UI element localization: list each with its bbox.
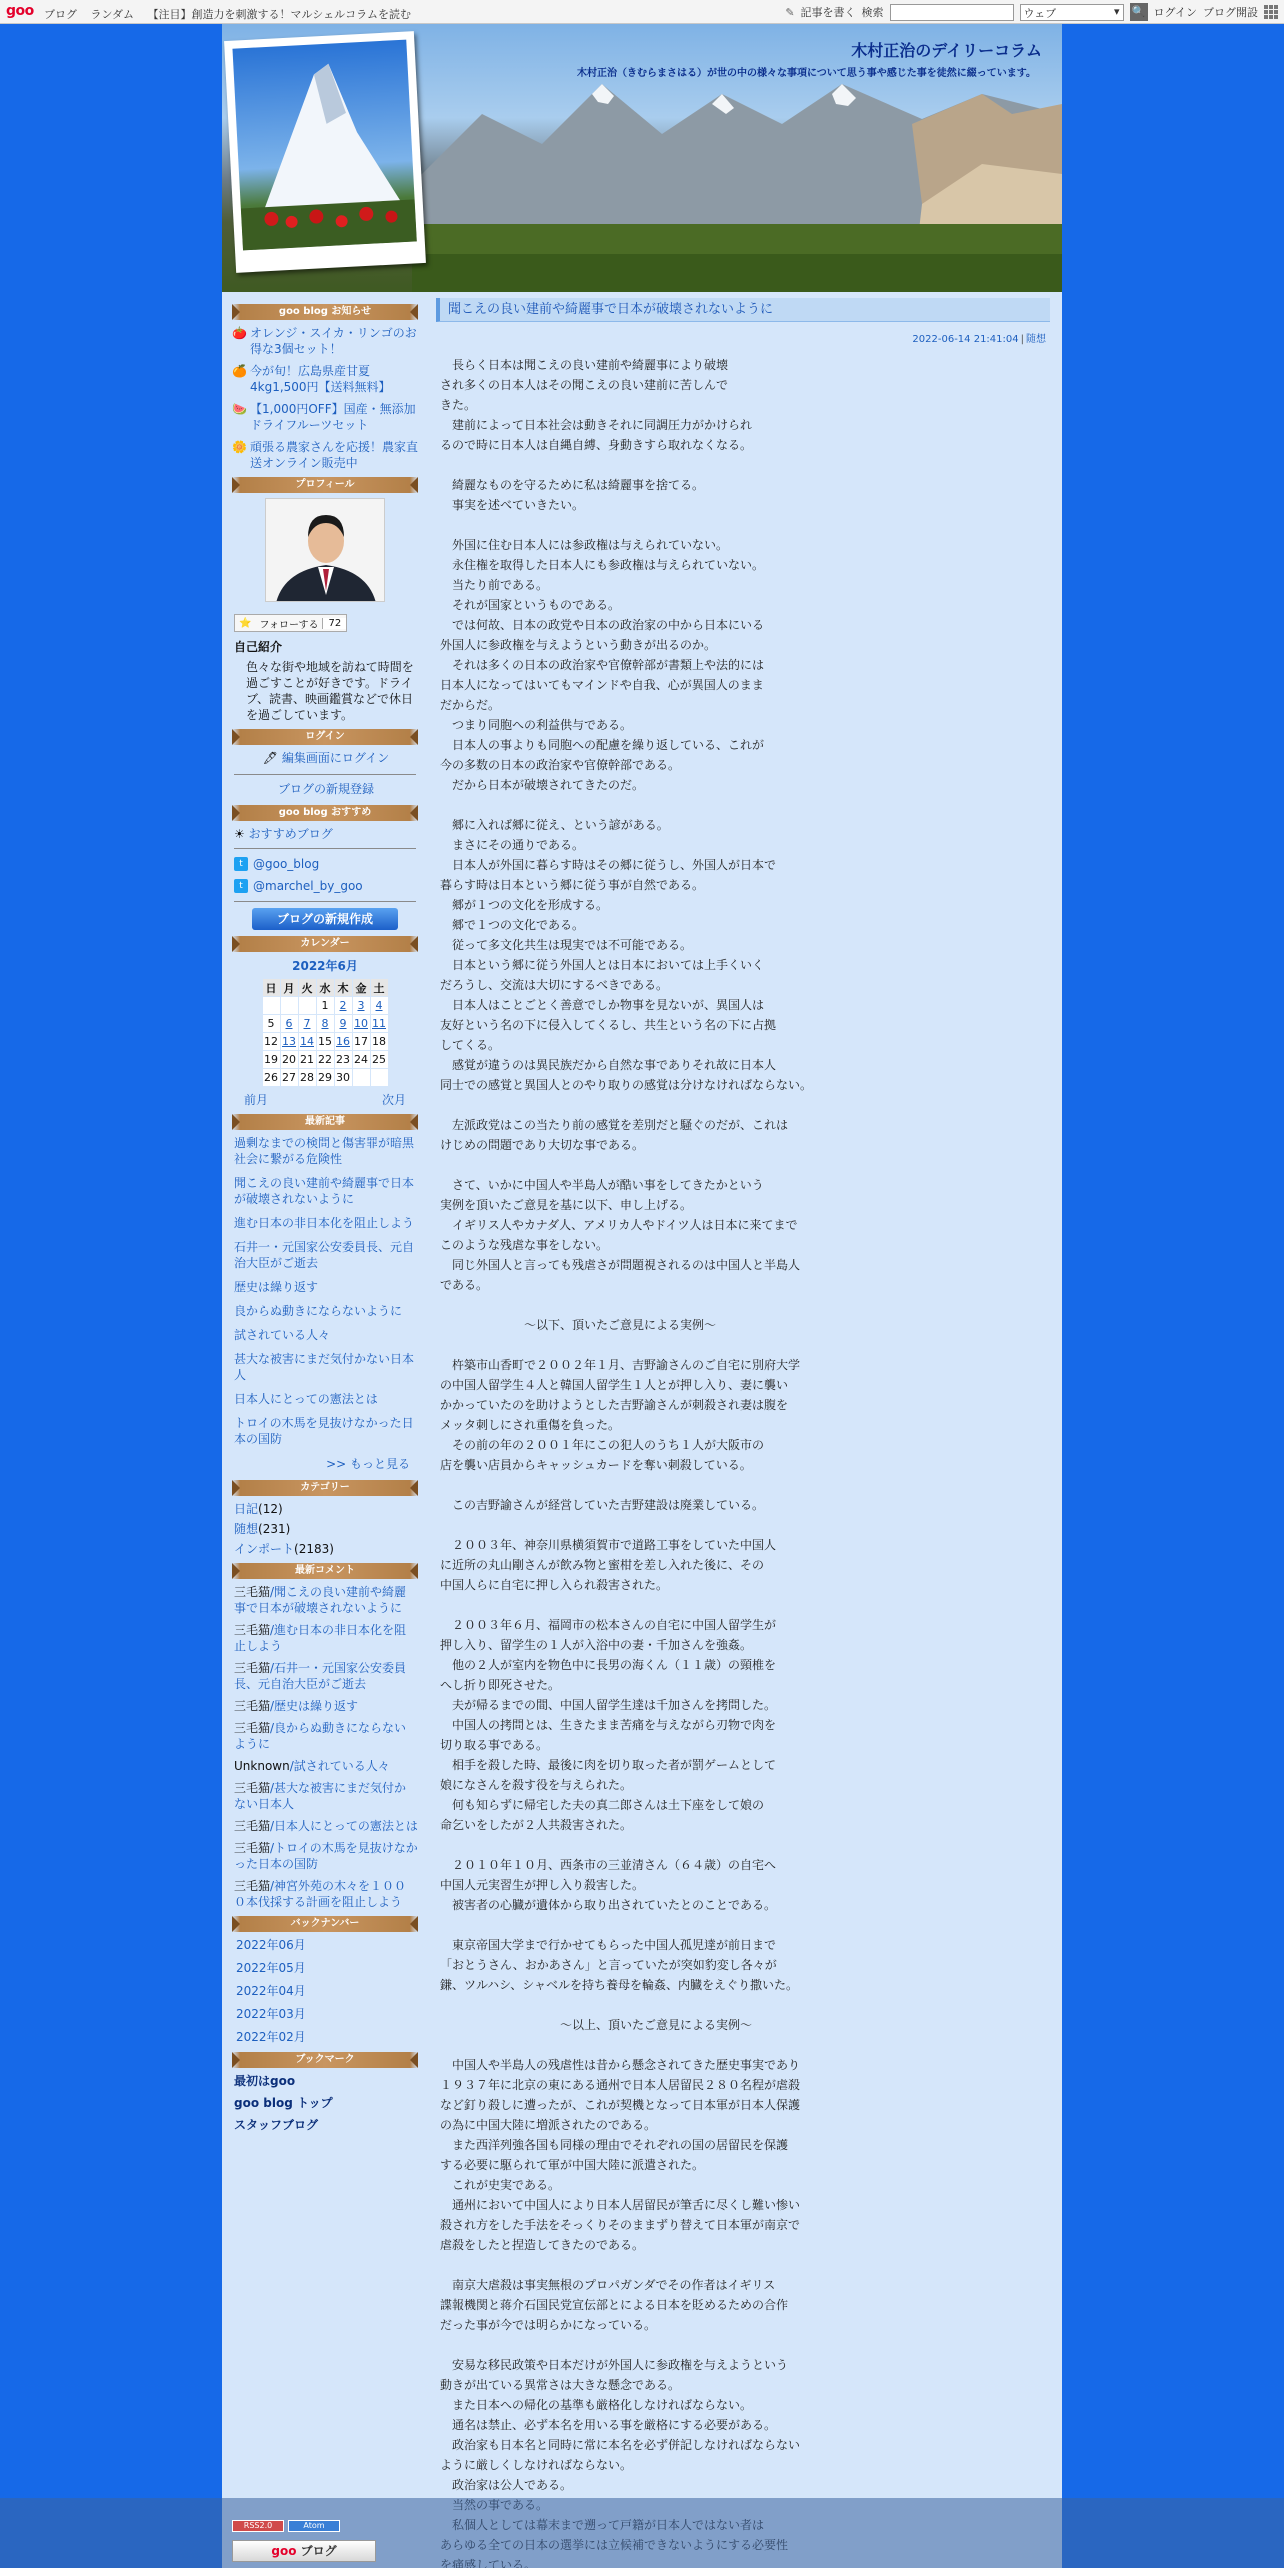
recent-article-link[interactable]: 試されている人々 xyxy=(234,1328,331,1342)
calendar-day: 28 xyxy=(300,1071,314,1084)
calendar-prev-link[interactable]: 前月 xyxy=(244,1093,269,1107)
recent-article-link[interactable]: 歴史は繰り返す xyxy=(234,1280,319,1294)
bookmark-link[interactable]: スタッフブログ xyxy=(234,2118,319,2132)
calendar-week xyxy=(263,1051,388,1068)
goo-logo[interactable]: goo xyxy=(6,3,34,19)
promo-item[interactable] xyxy=(232,439,418,471)
comment-item xyxy=(234,1622,418,1654)
comment-article-link[interactable]: /聞こえの良い建前や綺麗事で日本が破壊されないように xyxy=(234,1585,407,1615)
calendar-day[interactable]: 9 xyxy=(335,1015,352,1032)
twitter-icon: t xyxy=(234,879,248,893)
category-item xyxy=(234,1521,418,1537)
entry-meta xyxy=(436,330,1046,345)
intro-text: 色々な街や地域を訪ねて時間を過ごすことが好きです。ドライブ、読書、映画鑑賞などで休日を過ごしています。 xyxy=(246,660,414,722)
follow-label: フォローする xyxy=(259,619,319,631)
divider xyxy=(234,848,416,849)
notice-heading: goo blog お知らせ xyxy=(232,304,418,320)
pencil-icon: ✎ xyxy=(785,5,795,19)
calendar-day: 25 xyxy=(372,1053,386,1066)
bookmark-heading: ブックマーク xyxy=(232,2052,418,2068)
backnumber-link[interactable]: 2022年06月 xyxy=(236,1938,306,1952)
rss-badge[interactable]: RSS2.0 xyxy=(232,2520,284,2532)
backnumber-link[interactable]: 2022年02月 xyxy=(236,2030,306,2044)
calendar-week xyxy=(263,1015,388,1032)
calendar-month-title[interactable]: 2022年6月 xyxy=(292,959,358,973)
promo-item[interactable] xyxy=(232,401,418,433)
category-list xyxy=(232,1501,418,1557)
apps-grid-icon[interactable] xyxy=(1264,5,1278,19)
category-link[interactable]: 随想 xyxy=(234,1522,259,1536)
comment-article-link[interactable]: /トロイの木馬を見抜けなかった日本の国防 xyxy=(234,1841,418,1871)
follow-star-icon: ⭐ xyxy=(239,617,252,629)
calendar-heading: カレンダー xyxy=(232,936,418,952)
more-link[interactable]: >> もっと見る xyxy=(326,1457,410,1471)
profile-avatar xyxy=(265,498,385,602)
promo-text: オレンジ・スイカ・リンゴのお得な3個セット！ xyxy=(250,326,417,356)
comment-article-link[interactable]: /日本人にとっての憲法とは xyxy=(270,1819,418,1833)
comment-author: 三毛猫 xyxy=(234,1721,271,1735)
calendar-weekday: 月 xyxy=(281,979,298,996)
goo-blog-footer-logo[interactable]: goo ブログ xyxy=(232,2540,376,2562)
calendar-day[interactable]: 3 xyxy=(353,997,370,1014)
category-count: (2183) xyxy=(294,1542,334,1556)
calendar-day: 12 xyxy=(264,1035,278,1048)
recent-article-link[interactable]: 日本人にとっての憲法とは xyxy=(234,1392,378,1406)
header-photo xyxy=(224,31,426,273)
calendar-day: 21 xyxy=(300,1053,314,1066)
entry-paragraph: 杵築市山香町で２００２年１月、吉野諭さんのご自宅に別府大学 の中国人留学生４人と韓国人留学生１人とが押し入り、妻に襲い かかっていたのを助けようとした吉野諭さんが刺殺され妻は腹を メッタ刺しにされ重傷を負った。 その前の年の２００１年にこの犯人のうち１人が大阪市の 店を襲い店員からキャッシュカードを奪い刺殺している。 xyxy=(440,1358,801,1472)
comment-author: 三毛猫 xyxy=(234,1781,271,1795)
calendar-day: 24 xyxy=(354,1053,368,1066)
category-link[interactable]: インポート xyxy=(234,1542,295,1556)
recent-heading: 最新記事 xyxy=(232,1114,418,1130)
bookmark-link[interactable]: 最初はgoo xyxy=(234,2074,296,2088)
promo-item[interactable] xyxy=(232,325,418,357)
recent-article-link[interactable]: 石井一・元国家公安委員長、元自治大臣がご逝去 xyxy=(234,1240,415,1270)
entry-paragraph: 綺麗なものを守るために私は綺麗事を捨てる。 事実を述べていきたい。 xyxy=(452,478,705,512)
comment-item xyxy=(234,1660,418,1692)
entry-title[interactable]: 聞こえの良い建前や綺麗事で日本が破壊されないように xyxy=(436,298,1050,322)
feed-badges xyxy=(232,2520,340,2532)
fruit-icon: 🍊 xyxy=(232,364,247,378)
calendar-week xyxy=(263,1033,388,1050)
comment-list xyxy=(232,1584,418,1910)
entry-paragraph: 長らく日本は聞こえの良い建前や綺麗事により破壊 され多くの日本人はその聞こえの良い建前に苦しんで きた。 建前によって日本社会は動きそれに同調圧力がかけられ るので時に日本人は自縄自縛、身動きすら取れなくなる。 xyxy=(440,358,753,452)
twitter-link-goo-blog[interactable]: t @goo_blog xyxy=(234,857,418,871)
recent-article-link[interactable]: 良からぬ動きにならないように xyxy=(234,1304,403,1318)
calendar-week xyxy=(263,997,388,1014)
new-blog-button[interactable]: ブログの新規作成 xyxy=(252,908,398,930)
blog-description: 木村正治（きむらまさはる）が世の中の様々な事項について思う事や感じた事を徒然に綴っています。 xyxy=(577,68,1036,79)
comment-item xyxy=(234,1878,418,1910)
comment-article-link[interactable]: /甚大な被害にまだ気付かない日本人 xyxy=(234,1781,407,1811)
recent-article-link[interactable]: 過剰なまでの検問と傷害罪が暗黒社会に繋がる危険性 xyxy=(234,1136,415,1166)
entry-body xyxy=(436,355,1050,2568)
entry-paragraph: 中国人や半島人の残虐性は昔から懸念されてきた歴史事実であり １９３７年に北京の東にある通州で日本人居留民２８０名程が虐殺 など釘り殺しに遭ったが、これが契機となって日本軍が日本人保護 の為に中国大陸に増派されたのである。 また西洋列強各国も同様の理由でそれぞれの国の居留民を保護 する必要に駆られて軍が中国大陸に派遣された。 これが史実である。 通州において中国人により日本人居留民が筆舌に尽くし難い惨い 殺され方をした手法をそっくりそのままずり替えて日本軍が南京で 虐殺をしたと捏造してきたのである。 xyxy=(440,2058,801,2252)
entry-paragraph: 郷に入れば郷に従え、という諺がある。 まさにその通りである。 日本人が外国に暮らす時はその郷に従うし、外国人が日本で 暮らす時は日本という郷に従う事が自然である。 郷が１つの文化を形成する。 郷で１つの文化である。 従って多文化共生は現実では不可能である。 日本という郷に従う外国人とは日本においては上手くいく だろうし、交流は大切にするべきである。 日本人はことごとく善意でしか物事を見ないが、異国人は 友好という名の下に侵入してくるし、共生という名の下に占拠 してくる。 感覚が違うのは異民族だから自然な事でありそれ故に日本人 同士での感覚と異国人とのやり取りの感覚は分けなければならない。 xyxy=(440,818,813,1092)
bookmark-link[interactable]: goo blog トップ xyxy=(234,2096,333,2110)
entry-paragraph: 左派政党はこの当たり前の感覚を差別だと騒ぐのだが、これは けじめの問題であり大切な事である。 xyxy=(440,1118,789,1152)
comment-article-link[interactable]: /神宮外苑の木々を１０００本伐採する計画を阻止しよう xyxy=(234,1879,407,1909)
entry-paragraph: ２００３年、神奈川県横須賀市で道路工事をしていた中国人 に近所の丸山剛さんが飲み物と蜜柑を差し入れた後に、その 中国人らに自宅に押し入られ殺害された。 xyxy=(440,1538,777,1592)
atom-badge[interactable]: Atom xyxy=(288,2520,340,2532)
entry-paragraph: ～以上、頂いたご意見による実例～ xyxy=(440,2018,753,2032)
meta-separator: | xyxy=(1020,334,1024,345)
pen-icon: 🖋 xyxy=(262,751,282,765)
profile-heading: プロフィール xyxy=(232,477,418,493)
backnumber-list xyxy=(232,1937,418,2045)
comment-author: 三毛猫 xyxy=(234,1841,271,1855)
open-blog-link[interactable]: ブログ開設 xyxy=(1203,6,1258,19)
backnumber-link[interactable]: 2022年03月 xyxy=(236,2007,306,2021)
write-article-link[interactable]: 記事を書く xyxy=(800,6,856,19)
entry-paragraph: ２０１０年１０月、西条市の三並清さん（６４歳）の自宅へ 中国人元実習生が押し入り殺害した。 被害者の心臓が遺体から取り出されていたとのことである。 xyxy=(440,1858,777,1912)
calendar-day[interactable]: 2 xyxy=(335,997,352,1014)
entry-paragraph: 東京帝国大学まで行かせてもらった中国人孤児達が前日まで 「おとうさん、おかあさん」と言っていたが突如豹変し各々が 鎌、ツルハシ、シャベルを持ち養母を輪姦、内臓をえぐり撒いた。 xyxy=(440,1938,798,1992)
recent-article-link[interactable]: トロイの木馬を見抜けなかった日本の国防 xyxy=(234,1416,414,1446)
comment-item xyxy=(234,1698,418,1714)
calendar-day: 20 xyxy=(282,1053,296,1066)
footer-overlay xyxy=(0,2498,1284,2568)
toolbar-right xyxy=(785,3,1278,21)
category-heading: カテゴリー xyxy=(232,1480,418,1496)
calendar-day[interactable]: 11 xyxy=(372,1017,386,1030)
search-input[interactable] xyxy=(890,4,1014,21)
login-heading: ログイン xyxy=(232,729,418,745)
entry-paragraph: この吉野諭さんが経営していた吉野建設は廃業している。 xyxy=(440,1498,765,1512)
calendar-empty-cell xyxy=(281,997,298,1014)
global-toolbar xyxy=(0,0,1284,24)
blog-header xyxy=(222,24,1062,292)
comment-item xyxy=(234,1780,418,1812)
calendar-day[interactable]: 6 xyxy=(281,1015,298,1032)
recent-list xyxy=(232,1135,418,1447)
calendar-day: 15 xyxy=(318,1035,332,1048)
tomato-icon: 🍅 xyxy=(232,326,247,340)
follow-button[interactable] xyxy=(234,614,347,632)
search-label: 検索 xyxy=(861,6,884,19)
entry-paragraph: ～以下、頂いたご意見による実例～ xyxy=(440,1318,717,1332)
comment-article-link[interactable]: /石井一・元国家公安委員長、元自治大臣がご逝去 xyxy=(234,1661,407,1691)
entry-paragraph: 外国に住む日本人には参政権は与えられていない。 永住権を取得した日本人にも参政権は与えられていない。 当たり前である。 それが国家というものである。 では何故、日本の政党や日本の政治家の中から日本にいる 外国人に参政権を与えようという動きが出るのか。 それは多くの日本の政治家や官僚幹部が書類上や法的には 日本人になってはいてもマインドや自我、心が異国人のまま だからだ。 つまり同胞への利益供与である。 日本人の事よりも同胞への配慮を繰り返している、これが 今の多数の日本の政治家や官僚幹部である。 だから日本が破壊されてきたのだ。 xyxy=(440,538,765,792)
category-count: (12) xyxy=(258,1502,283,1516)
divider xyxy=(234,774,416,775)
nav-random-link[interactable]: ランダム xyxy=(90,8,135,21)
comments-heading: 最新コメント xyxy=(232,1563,418,1579)
calendar-table xyxy=(262,978,389,1087)
calendar-day[interactable]: 13 xyxy=(282,1035,296,1048)
calendar-day: 1 xyxy=(317,997,334,1014)
calendar-day: 29 xyxy=(318,1071,332,1084)
comment-author: Unknown xyxy=(234,1759,290,1773)
sidebar xyxy=(232,298,418,2139)
entry-category[interactable]: 随想 xyxy=(1026,334,1046,345)
follow-count: 72 xyxy=(322,618,346,629)
promo-text: 頑張る農家さんを応援！農家直送オンライン販売中 xyxy=(250,440,419,470)
search-scope-select[interactable]: ウェブ ▾ xyxy=(1020,4,1124,21)
comment-author: 三毛猫 xyxy=(234,1661,271,1675)
comment-author: 三毛猫 xyxy=(234,1623,271,1637)
backnumber-heading: バックナンバー xyxy=(232,1916,418,1932)
promo-list xyxy=(232,325,418,471)
comment-article-link[interactable]: /歴史は繰り返す xyxy=(270,1699,359,1713)
backnumber-link[interactable]: 2022年05月 xyxy=(236,1961,306,1975)
calendar-day[interactable]: 10 xyxy=(354,1017,368,1030)
calendar-day: 17 xyxy=(354,1035,368,1048)
calendar-weekday: 日 xyxy=(263,979,280,996)
nav-blog-link[interactable]: ブログ xyxy=(44,8,77,21)
comment-article-link[interactable]: /進む日本の非日本化を阻止しよう xyxy=(234,1623,407,1653)
global-nav xyxy=(44,6,421,22)
calendar-empty-cell xyxy=(353,1069,370,1086)
blog-title[interactable]: 木村正治のデイリーコラム xyxy=(851,41,1042,60)
comment-item xyxy=(234,1584,418,1616)
backnumber-link[interactable]: 2022年04月 xyxy=(236,1984,306,1998)
comment-item xyxy=(234,1840,418,1872)
calendar-day[interactable]: 8 xyxy=(317,1015,334,1032)
entry-paragraph: ２００３年６月、福岡市の松本さんの自宅に中国人留学生が 押し入り、留学生の１人が入浴中の妻・千加さんを強姦。 他の２人が室内を物色中に長男の海くん（１１歳）の頸椎を へし折り即死させた。 夫が帰るまでの間、中国人留学生達は千加さんを拷問した。 中国人の拷問とは、生きたまま苦痛を与えながら刃物で肉を 切り取る事である。 相手を殺した時、最後に肉を切り取った者が罰ゲームとして 娘になさんを殺す役を与えられた。 何も知らずに帰宅した夫の真二郎さんは土下座をして娘の 命乞いをしたが２人共殺害された。 xyxy=(440,1618,777,1832)
calendar-day: 30 xyxy=(336,1071,350,1084)
comment-item xyxy=(234,1818,418,1834)
entry-paragraph: 南京大虐殺は事実無根のプロパガンダでその作者はイギリス 諜報機関と蒋介石国民党宣伝部とによる日本を貶めるための合作 だった事が今では明らかになっている。 xyxy=(440,2278,789,2332)
watermelon-icon: 🍉 xyxy=(232,402,247,416)
entry-paragraph: 安易な移民政策や日本だけが外国人に参政権を与えようという 動きが出ている異常さは大きな懸念である。 また日本への帰化の基準も厳格化しなければならない。 通名は禁止、必ず本名を用いる事を厳格にする必要がある。 政治家も日本名と同時に常に本名を必ず併記しなければならない ように厳しくしなければならない。 政治家は公人である。 xyxy=(440,2358,801,2492)
twitter-icon: t xyxy=(234,857,248,871)
calendar-day[interactable]: 14 xyxy=(300,1035,314,1048)
recommend-link[interactable]: ☀ おすすめブログ xyxy=(234,827,333,841)
calendar-weekday: 水 xyxy=(317,979,334,996)
login-link[interactable]: ログイン xyxy=(1153,6,1197,19)
search-icon: 🔍 xyxy=(1131,5,1146,18)
comment-article-link[interactable]: /良からぬ動きにならないように xyxy=(234,1721,407,1751)
calendar-empty-cell xyxy=(263,997,280,1014)
sun-icon: ☀ xyxy=(234,827,249,841)
calendar-weekday: 木 xyxy=(335,979,352,996)
search-button[interactable] xyxy=(1130,3,1148,21)
recent-article-link[interactable]: 甚大な被害にまだ気付かない日本人 xyxy=(234,1352,415,1382)
comment-author: 三毛猫 xyxy=(234,1819,271,1833)
calendar-weekday: 土 xyxy=(371,979,388,996)
comment-item xyxy=(234,1720,418,1752)
category-item xyxy=(234,1541,418,1557)
category-link[interactable]: 日記 xyxy=(234,1502,259,1516)
divider xyxy=(234,901,416,902)
new-register-link[interactable]: ブログの新規登録 xyxy=(277,782,374,796)
comment-author: 三毛猫 xyxy=(234,1879,271,1893)
category-count: (231) xyxy=(258,1522,291,1536)
twitter-link-marchel[interactable]: t @marchel_by_goo xyxy=(234,879,418,893)
entry-paragraph: さて、いかに中国人や半島人が酷い事をしてきたかという 実例を頂いたご意見を基に以下、申し上げる。 イギリス人やカナダ人、アメリカ人やドイツ人は日本に来てまで このような残虐な事をしない。 同じ外国人と言っても残虐さが問題視されるのは中国人と半島人 である。 xyxy=(440,1178,801,1292)
calendar-day[interactable]: 7 xyxy=(299,1015,316,1032)
recommend-heading: goo blog おすすめ xyxy=(232,805,418,821)
edit-login-link[interactable]: 🖋 編集画面にログイン xyxy=(262,751,390,765)
calendar-day: 27 xyxy=(282,1071,296,1084)
category-item xyxy=(234,1501,418,1517)
recent-article-link[interactable]: 聞こえの良い建前や綺麗事で日本が破壊されないように xyxy=(234,1176,415,1206)
calendar-day[interactable]: 16 xyxy=(336,1035,350,1048)
calendar-empty-cell xyxy=(299,997,316,1014)
recent-article-link[interactable]: 進む日本の非日本化を阻止しよう xyxy=(234,1216,415,1230)
calendar-next-link[interactable]: 次月 xyxy=(381,1093,406,1107)
blog-page xyxy=(222,24,1062,2568)
main-content xyxy=(436,298,1050,2568)
flower-icon: 🌼 xyxy=(232,440,247,454)
calendar-weekday: 火 xyxy=(299,979,316,996)
promo-text: 【1,000円OFF】国産・無添加ドライフルーツセット xyxy=(250,402,416,432)
promo-text: 今が旬！広島県産甘夏4kg1,500円【送料無料】 xyxy=(250,364,391,394)
comment-article-link[interactable]: /試されている人々 xyxy=(289,1759,390,1773)
calendar-week xyxy=(263,1069,388,1086)
calendar-day: 18 xyxy=(372,1035,386,1048)
calendar-day: 22 xyxy=(318,1053,332,1066)
entry-date[interactable]: 2022-06-14 21:41:04 xyxy=(912,334,1019,345)
calendar-day: 5 xyxy=(263,1015,280,1032)
calendar-empty-cell xyxy=(371,1069,388,1086)
nav-featured-link[interactable]: 【注目】創造力を刺激する！マルシェルコラムを読む xyxy=(147,8,411,21)
promo-item[interactable] xyxy=(232,363,418,395)
bookmark-list xyxy=(232,2073,418,2133)
calendar-day: 19 xyxy=(264,1053,278,1066)
calendar-day[interactable]: 4 xyxy=(371,997,388,1014)
intro-heading: 自己紹介 xyxy=(234,640,283,654)
calendar-nav xyxy=(244,1091,406,1108)
comment-author: 三毛猫 xyxy=(234,1585,271,1599)
calendar-weekday: 金 xyxy=(353,979,370,996)
calendar-day: 23 xyxy=(336,1053,350,1066)
comment-author: 三毛猫 xyxy=(234,1699,271,1713)
comment-item xyxy=(234,1758,418,1774)
calendar-day: 26 xyxy=(264,1071,278,1084)
